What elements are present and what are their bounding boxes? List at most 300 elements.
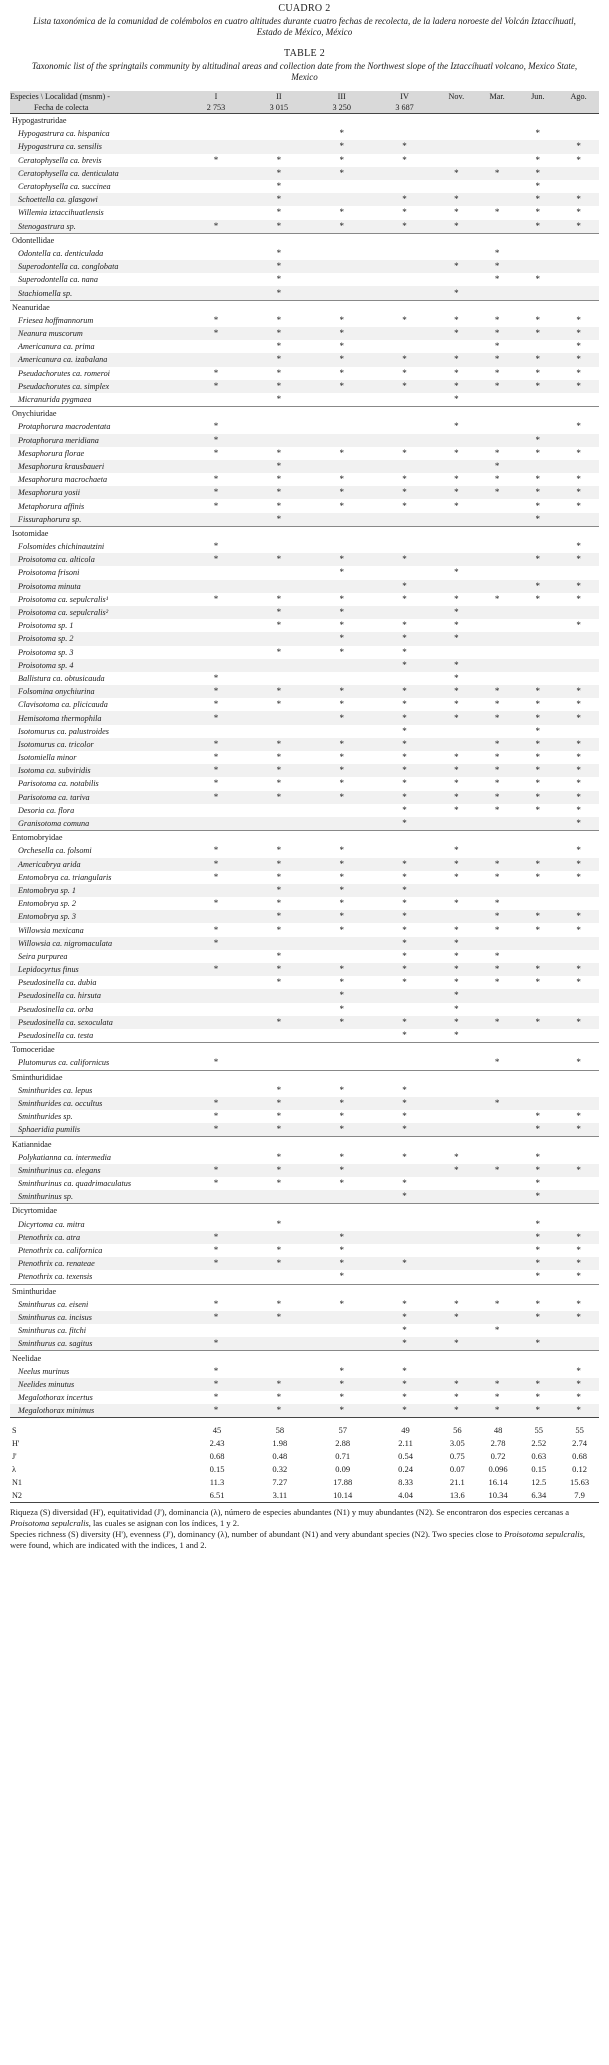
species-row [10,606,599,619]
presence-cell: * [339,474,344,485]
presence-cell [373,340,436,353]
footnote-es [10,1507,599,1529]
presence-cell: * [494,950,500,961]
presence-cell [247,420,310,433]
presence-cell: * [339,924,344,935]
presence-cell: * [373,1378,436,1391]
footnote-en-species: Proisotoma sepulcralis [504,1529,583,1540]
presence-cell: * [213,752,219,763]
species-row [10,1003,599,1016]
presence-cell [436,1084,477,1097]
presence-cell: * [517,1231,558,1244]
index-value: 15.63 [570,1477,590,1488]
presence-cell: * [247,220,310,234]
species-name: Stenogastrura sp. [10,220,185,234]
presence-cell: * [339,593,344,604]
family-row [10,1204,599,1218]
presence-cell: * [494,1392,500,1403]
presence-cell: * [247,1404,310,1418]
presence-cell: * [339,447,344,458]
presence-cell: * [213,474,219,485]
presence-cell [373,434,436,447]
species-row [10,140,599,153]
presence-cell [185,566,248,579]
presence-cell: * [517,327,558,340]
species-row [10,553,599,566]
species-name: Proisotoma sp. 4 [10,659,185,672]
presence-cell: * [454,474,459,485]
presence-cell [517,393,558,407]
presence-cell: * [558,553,599,566]
presence-cell: * [247,553,310,566]
species-name: Americabrya arida [10,858,185,871]
presence-cell [558,180,599,193]
presence-cell: * [494,247,500,258]
family-name: Entomobryidae [10,831,599,845]
index-value: 7.9 [558,1489,599,1503]
presence-cell [477,1244,518,1257]
presence-cell: * [247,963,310,976]
species-name: Pseudachorutes ca. romeroi [18,368,110,378]
footnote-es-before: Riqueza (S) diversidad (H'), equitatividad (J'), dominancia (λ), número de especies abundantes (N1) y muy abundantes (N2). Se encontraron dos especies cercanas a [10,1507,570,1518]
presence-cell: * [477,1164,518,1177]
index-label: N2 [10,1489,185,1503]
presence-cell: * [276,394,282,405]
presence-cell: * [402,1151,407,1162]
presence-cell [558,1003,599,1016]
presence-cell: * [517,167,558,180]
presence-cell [477,127,518,140]
presence-cell: * [339,314,344,325]
presence-cell: * [535,752,541,763]
species-name: Proisotoma frisoni [18,568,80,578]
presence-cell: * [339,871,344,882]
presence-cell: * [339,1111,344,1122]
index-value: 57 [310,1418,373,1438]
species-name: Megalothorax incertus [18,1393,93,1403]
species-row [10,1029,599,1043]
presence-cell: * [247,1164,310,1177]
presence-cell: * [517,380,558,393]
presence-cell [517,1003,558,1016]
presence-cell: * [276,447,282,458]
index-value: 0.72 [490,1451,506,1462]
index-value: 10.14 [310,1489,373,1503]
presence-cell [477,393,518,407]
presence-cell [247,1365,310,1378]
presence-cell [558,1084,599,1097]
presence-cell: * [535,1271,541,1282]
presence-cell: * [535,871,541,882]
taxonomic-table [10,91,599,1503]
index-value: 10.34 [477,1489,518,1503]
presence-cell: * [535,778,541,789]
presence-cell [373,1244,436,1257]
species-row [10,937,599,950]
presence-cell [185,513,248,527]
presence-cell: * [558,738,599,751]
species-row [10,1123,599,1137]
species-name: Schoettella ca. glasgowi [10,193,185,206]
species-row [10,1110,599,1123]
presence-cell [185,167,248,180]
index-value: 2.43 [209,1438,225,1449]
presence-cell [477,1029,518,1043]
presence-cell [247,1337,310,1351]
presence-cell: * [373,1337,436,1351]
species-row [10,963,599,976]
species-name: Parisotoma ca. tariva [10,791,185,804]
presence-cell [558,286,599,300]
header-col-top: III [310,91,373,102]
presence-cell: * [494,778,500,789]
species-row [10,659,599,672]
presence-cell: * [213,593,219,604]
family-row [10,233,599,247]
presence-cell: * [454,593,459,604]
presence-cell [436,1123,477,1137]
family-row [10,526,599,540]
index-label: J' [12,1452,17,1462]
presence-cell [310,247,373,260]
presence-cell: * [535,1111,541,1122]
species-row [10,327,599,340]
presence-cell [373,127,436,140]
presence-cell: * [517,553,558,566]
presence-cell: * [339,898,344,909]
presence-cell: * [494,898,500,909]
presence-cell [310,286,373,300]
species-name: Entomobrya ca. triangularis [18,872,112,882]
species-name: Neelides minutus [10,1378,185,1391]
presence-cell: * [276,1111,282,1122]
species-row [10,685,599,698]
presence-cell: * [535,804,541,815]
presence-cell: * [535,1245,541,1256]
species-row [10,1404,599,1418]
species-row [10,380,599,393]
presence-cell: * [517,1190,558,1204]
presence-cell: * [247,327,310,340]
presence-cell: * [213,1245,219,1256]
species-row [10,672,599,685]
presence-cell [477,659,518,672]
index-value: 7.27 [272,1477,288,1488]
index-value: 21.1 [449,1477,465,1488]
presence-cell: * [535,924,541,935]
presence-cell: * [494,274,500,285]
index-label: λ [12,1465,16,1475]
presence-cell [436,910,477,923]
presence-cell: * [558,1404,599,1418]
presence-cell: * [517,764,558,777]
presence-cell: * [454,314,459,325]
presence-cell: * [477,486,518,499]
presence-cell: * [436,327,477,340]
presence-cell: * [339,977,344,988]
presence-cell [310,659,373,672]
species-row [10,1270,599,1284]
species-name: Mesaphorura florae [18,448,85,458]
species-name: Pseudosinella ca. orba [18,1004,94,1014]
presence-cell: * [213,154,219,165]
presence-cell [310,393,373,407]
presence-cell: * [454,1003,459,1014]
presence-cell: * [247,685,310,698]
presence-cell: * [494,804,500,815]
presence-cell [247,1056,310,1070]
presence-cell [185,460,248,473]
presence-cell: * [494,699,500,710]
species-row [10,260,599,273]
presence-cell: * [310,1404,373,1418]
presence-cell [310,1311,373,1324]
presence-cell: * [477,910,518,923]
presence-cell: * [276,1084,282,1095]
species-name: Sminthurinus ca. quadrimaculatus [18,1179,132,1189]
index-row [10,1437,599,1450]
presence-cell: * [310,910,373,923]
species-row [10,632,599,645]
presence-cell: * [247,791,310,804]
species-name: Superodontella ca. conglobata [10,260,185,273]
presence-cell: * [185,1404,248,1418]
species-name: Folsomina onychiurina [10,685,185,698]
presence-cell: * [402,154,407,165]
species-row [10,923,599,936]
index-row [10,1418,599,1438]
presence-cell: * [517,858,558,871]
presence-cell: * [494,207,500,218]
species-name: Sminthurus ca. sagitus [10,1337,185,1351]
header-col-altitude: 2 753 [185,102,248,114]
presence-cell: * [576,1057,581,1068]
presence-cell [477,566,518,579]
presence-cell [373,167,436,180]
presence-cell: * [373,1097,436,1110]
species-row [10,580,599,593]
presence-cell: * [276,314,282,325]
presence-cell [185,393,248,407]
presence-cell: * [310,738,373,751]
presence-cell [436,273,477,286]
species-name: Friesea hoffmannorum [18,315,94,325]
presence-cell [436,460,477,473]
presence-cell: * [558,791,599,804]
presence-cell [517,1029,558,1043]
presence-cell: * [310,1016,373,1029]
presence-cell [558,1029,599,1043]
presence-cell: * [535,1218,541,1229]
presence-cell: * [402,1365,407,1376]
species-row [10,1298,599,1311]
presence-cell [310,180,373,193]
presence-cell [185,976,248,989]
species-row [10,393,599,407]
species-row [10,540,599,553]
family-row [10,114,599,128]
presence-cell: * [276,898,282,909]
index-value: 0.68 [572,1451,588,1462]
presence-cell [477,817,518,831]
presence-cell: * [402,1111,407,1122]
presence-cell [247,1003,310,1016]
presence-cell [558,393,599,407]
presence-cell [310,950,373,963]
presence-cell [373,420,436,433]
index-value: 2.11 [398,1438,413,1449]
presence-cell [558,659,599,672]
presence-cell [247,140,310,153]
presence-cell: * [436,937,477,950]
index-label: H' [12,1439,20,1449]
presence-cell: * [558,1164,599,1177]
presence-cell: * [247,858,310,871]
presence-cell [558,1337,599,1351]
presence-cell [517,340,558,353]
presence-cell [436,1056,477,1070]
species-row [10,180,599,193]
index-value: 0.15 [531,1464,547,1475]
presence-cell [477,1084,518,1097]
presence-cell [517,1365,558,1378]
species-row [10,193,599,206]
presence-cell: * [185,327,248,340]
presence-cell: * [436,989,477,1002]
presence-cell [436,340,477,353]
presence-cell [185,659,248,672]
index-value: 0.48 [272,1451,288,1462]
presence-cell [373,247,436,260]
presence-cell: * [213,699,219,710]
presence-cell: * [339,646,344,657]
presence-cell: * [373,858,436,871]
index-value: 2.78 [490,1438,506,1449]
presence-cell: * [454,447,459,458]
species-name: Dicyrtoma ca. mitra [18,1219,85,1229]
index-value: 55 [517,1418,558,1438]
species-row [10,1097,599,1110]
species-name: Sminthurides sp. [18,1112,73,1122]
family-row [10,300,599,314]
species-row [10,220,599,234]
presence-cell: * [558,193,599,206]
species-name: Odontella ca. denticulada [18,248,104,258]
presence-cell [185,1324,248,1337]
presence-cell [247,1029,310,1043]
presence-cell [436,1218,477,1231]
species-row [10,817,599,831]
species-name: Proisotoma ca. alticola [10,553,185,566]
presence-cell [477,499,518,512]
presence-cell: * [213,871,219,882]
species-row [10,1218,599,1231]
presence-cell [185,606,248,619]
presence-cell: * [535,128,541,139]
presence-cell [436,1244,477,1257]
species-row [10,1151,599,1164]
presence-cell: * [494,871,500,882]
presence-cell: * [373,553,436,566]
species-row [10,858,599,871]
presence-cell: * [402,500,407,511]
presence-cell: * [517,580,558,593]
species-row [10,976,599,989]
presence-cell: * [185,1378,248,1391]
presence-cell [477,1270,518,1284]
presence-cell: * [535,274,541,285]
presence-cell: * [477,858,518,871]
species-row [10,619,599,632]
presence-cell: * [185,1257,248,1270]
presence-cell: * [373,738,436,751]
presence-cell: * [247,380,310,393]
header-col-altitude: 3 687 [373,102,436,114]
presence-cell: * [339,1151,344,1162]
presence-cell: * [454,845,459,856]
presence-cell: * [454,567,459,578]
presence-cell: * [373,193,436,206]
presence-cell: * [477,1016,518,1029]
presence-cell [247,580,310,593]
presence-cell: * [276,752,282,763]
presence-cell: * [339,1178,344,1189]
presence-cell [517,646,558,659]
presence-cell [247,1270,310,1284]
species-name: Hemisotoma thermophila [10,711,185,724]
species-row [10,1016,599,1029]
presence-cell: * [576,1392,581,1403]
index-value: 4.04 [373,1489,436,1503]
presence-cell [310,540,373,553]
species-name: Ceratophysella ca. brevis [18,155,102,165]
presence-cell: * [477,711,518,724]
presence-cell [477,937,518,950]
presence-cell [310,273,373,286]
presence-cell: * [185,1164,248,1177]
presence-cell: * [310,884,373,897]
index-value: 0.07 [449,1464,465,1475]
presence-cell: * [185,1337,248,1351]
presence-cell: * [454,367,459,378]
presence-cell: * [247,1016,310,1029]
presence-cell: * [436,685,477,698]
presence-cell [517,1084,558,1097]
presence-cell: * [310,1097,373,1110]
presence-cell [558,273,599,286]
presence-cell: * [185,1311,248,1324]
species-row [10,167,599,180]
presence-cell: * [576,421,581,432]
presence-cell: * [558,1016,599,1029]
species-name: Granisotoma comuna [10,817,185,831]
presence-cell: * [247,1378,310,1391]
header-date-label: Fecha de colecta [10,102,185,114]
presence-cell: * [339,128,344,139]
presence-cell [310,1337,373,1351]
presence-cell: * [436,260,477,273]
presence-cell: * [276,924,282,935]
species-row [10,1324,599,1337]
presence-cell: * [576,977,581,988]
table-caption [10,3,599,83]
presence-cell [477,1003,518,1016]
caption-title-en: TABLE 2 [283,48,326,59]
presence-cell: * [517,193,558,206]
presence-cell: * [247,460,310,473]
presence-cell: * [517,1123,558,1137]
presence-cell: * [517,1311,558,1324]
